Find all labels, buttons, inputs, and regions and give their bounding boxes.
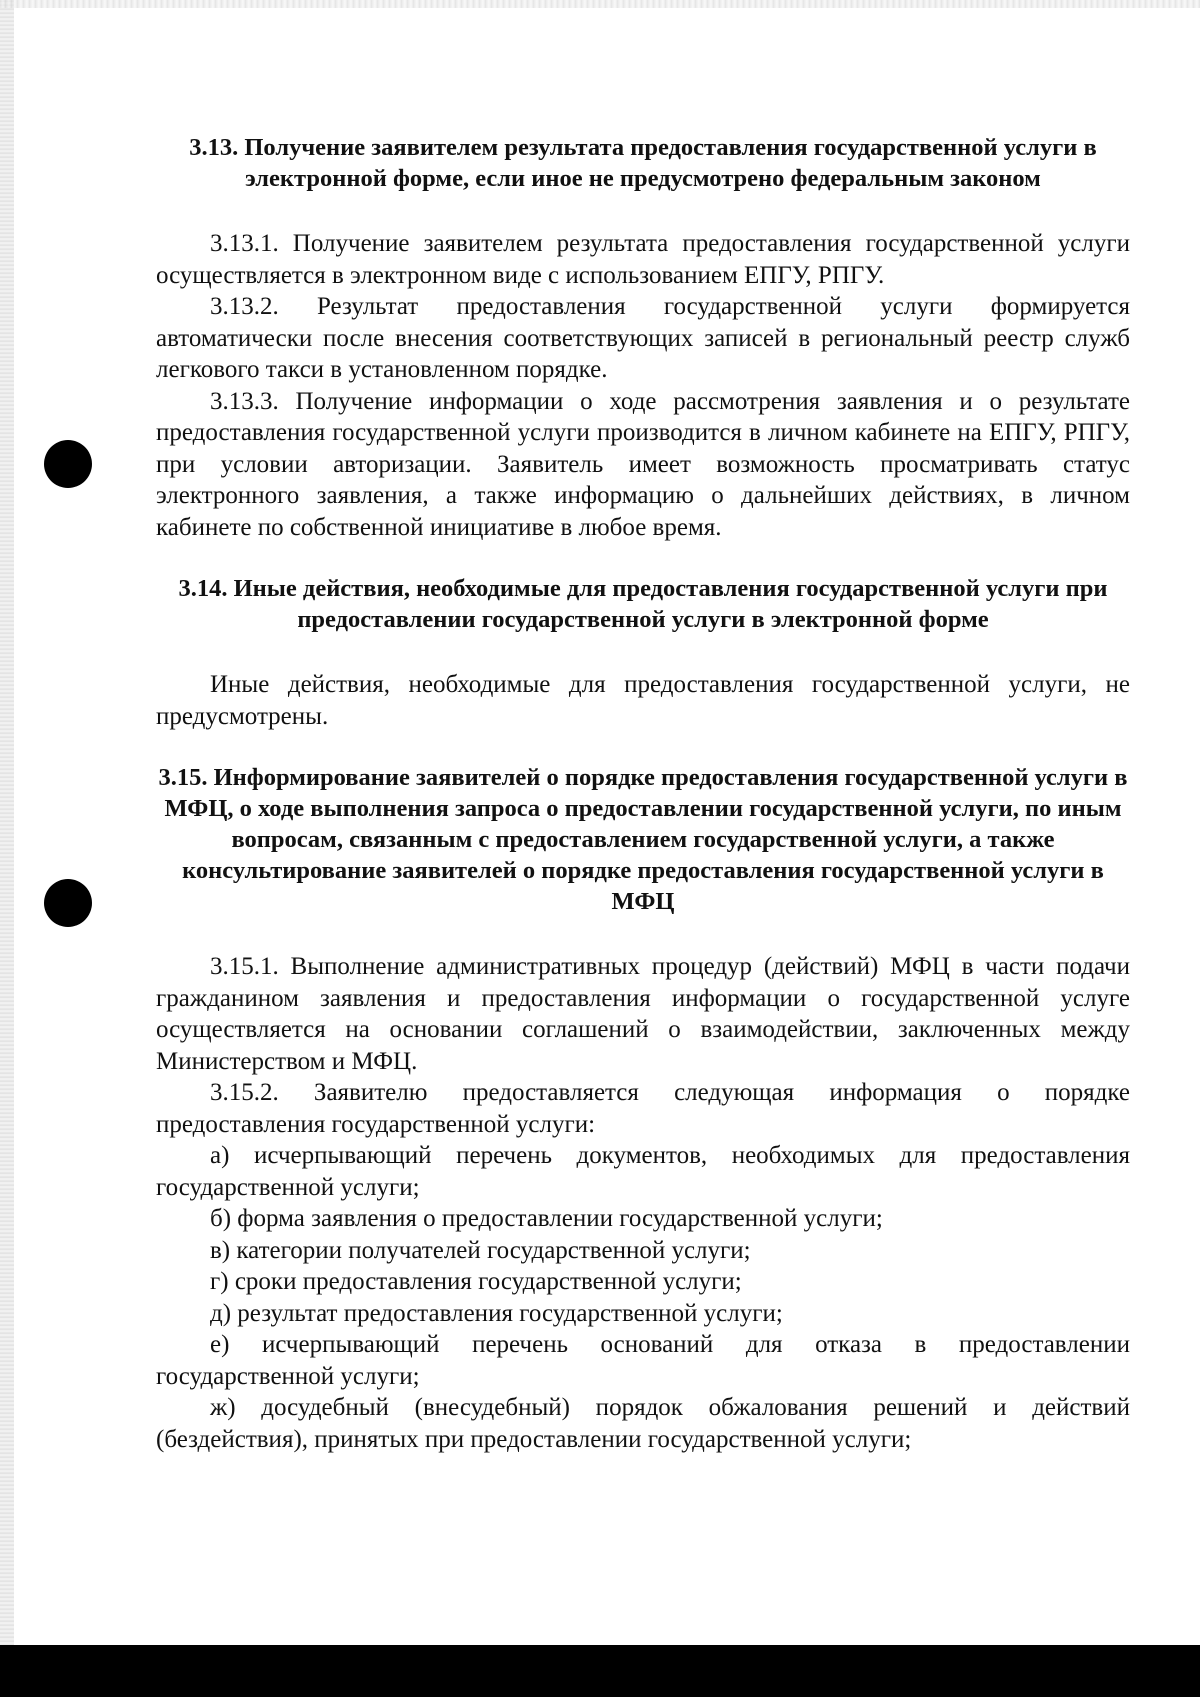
list-item-d: д) результат предоставления государственной услуги;: [210, 1299, 783, 1327]
paragraph-3-13-1: 3.13.1. Получение заявителем результата предоставления государственной услуги осуществляется в электронном виде с использованием ЕПГУ, РПГУ.: [156, 230, 1130, 289]
list-item-b: б) форма заявления о предоставлении государственной услуги;: [210, 1205, 883, 1232]
section-heading-3-14: 3.14. Иные действия, необходимые для предоставления государственной услуги при предоставлении государственной услуги в электронной форме: [178, 575, 1108, 633]
scan-edge-left: [0, 0, 14, 1645]
scan-edge-top: [0, 0, 1200, 8]
list-item-zh: ж) досудебный (внесудебный) порядок обжалования решений и действий (бездействия), принятых при предоставлении государственной услуги;: [156, 1394, 1130, 1453]
paragraph-3-15-1: 3.15.1. Выполнение административных процедур (действий) МФЦ в части подачи гражданином заявления и предоставления информации о государственной услуге осуществляется на основании соглашений о взаимодействии, заключенных между Министерством и МФЦ.: [156, 953, 1130, 1075]
document-body: [156, 132, 1130, 1455]
list-item-e: е) исчерпывающий перечень оснований для отказа в предоставлении государственной услуги;: [156, 1331, 1130, 1390]
list-item-v: в) категории получателей государственной услуги;: [210, 1236, 751, 1264]
punch-hole-lower: [44, 879, 92, 927]
paragraph-3-13-2: 3.13.2. Результат предоставления государственной услуги формируется автоматически после внесения соответствующих записей в региональный реестр служб легкового такси в установленном порядке.: [156, 293, 1130, 383]
paragraph-3-13-3: 3.13.3. Получение информации о ходе рассмотрения заявления и о результате предоставления государственной услуги производится в личном кабинете на ЕПГУ, РПГУ, при условии авторизации. Заявитель имеет возможность просматривать статус электронного заявления, а также информацию о дальнейших действиях, в личном кабинете по собственной инициативе в любое время.: [156, 387, 1130, 541]
section-heading-3-13: 3.13. Получение заявителем результата предоставления государственной услуги в электронной форме, если иное не предусмотрено федеральным законом: [189, 134, 1097, 192]
list-item-g: г) сроки предоставления государственной услуги;: [210, 1268, 742, 1295]
section-heading-3-15: 3.15. Информирование заявителей о порядке предоставления государственной услуги в МФЦ, о ходе выполнения запроса о предоставлении государственной услуги, по иным вопросам, связанным с предоставлением государственной услуги, а также консультирование заявителей о порядке предоставления государственной услуги в МФЦ: [158, 764, 1128, 915]
scan-bottom-band: [0, 1645, 1200, 1697]
list-item-a: а) исчерпывающий перечень документов, необходимых для предоставления государственной услуги;: [156, 1142, 1130, 1201]
punch-hole-upper: [44, 440, 92, 488]
paragraph-3-15-2: 3.15.2. Заявителю предоставляется следующая информация о порядке предоставления государственной услуги:: [156, 1079, 1130, 1138]
paragraph-3-14: Иные действия, необходимые для предоставления государственной услуги, не предусмотрены.: [156, 671, 1130, 730]
